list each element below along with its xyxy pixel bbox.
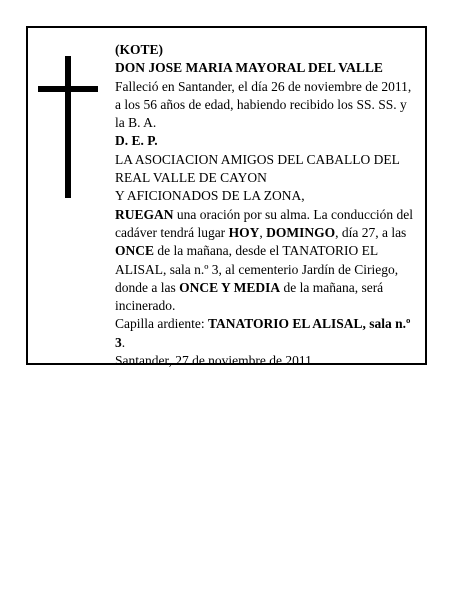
- funeral-text: de la mañana, desde el TANATORIO EL ALISAL, sala n.º 3, al cementerio Jardín de Ciriego, donde a las: [115, 243, 399, 295]
- funeral-paragraph: [115, 206, 419, 316]
- notice-text: [115, 41, 419, 370]
- cremation-text: de la mañana, será incinerado.: [115, 279, 384, 314]
- domingo-word: DOMINGO: [266, 224, 336, 240]
- association-line-1: LA ASOCIACION AMIGOS DEL CABALLO DEL: [115, 151, 400, 167]
- date-line: Santander, 27 de noviembre de 2011.: [115, 353, 316, 369]
- once-word: ONCE: [115, 243, 155, 259]
- cross-vertical-bar: [65, 56, 71, 198]
- day-text: , día 27, a las: [335, 224, 407, 240]
- ruegan-word: RUEGAN: [115, 206, 174, 222]
- cross-horizontal-bar: [38, 86, 98, 92]
- ruegan-text: una oración por su alma. La conducción del cadáver tendrá lugar: [115, 206, 414, 240]
- cross-icon: [38, 56, 98, 198]
- death-line-2: a los 56 años de edad, habiendo recibido los SS. SS. y: [115, 96, 407, 112]
- capilla-label: Capilla ardiente:: [115, 316, 208, 332]
- nickname: (KOTE): [115, 42, 164, 57]
- once-y-media-word: ONCE Y MEDIA: [179, 279, 281, 295]
- association-line-3: Y AFICIONADOS DE LA ZONA,: [115, 188, 305, 204]
- association-line-2: REAL VALLE DE CAYON: [115, 170, 267, 186]
- deceased-name: DON JOSE MARIA MAYORAL DEL VALLE: [115, 60, 383, 76]
- death-line-3: la B. A.: [115, 115, 157, 131]
- comma-text: ,: [259, 224, 267, 240]
- death-line-1: Falleció en Santander, el día 26 de noviembre de 2011,: [115, 78, 412, 94]
- capilla-end: .: [121, 334, 126, 350]
- obituary-notice: [26, 26, 427, 369]
- capilla-line: [115, 315, 419, 352]
- dep-line: D. E. P.: [115, 133, 158, 149]
- hoy-word: HOY: [228, 224, 260, 240]
- capilla-place: TANATORIO EL ALISAL, sala n.º 3: [115, 316, 411, 350]
